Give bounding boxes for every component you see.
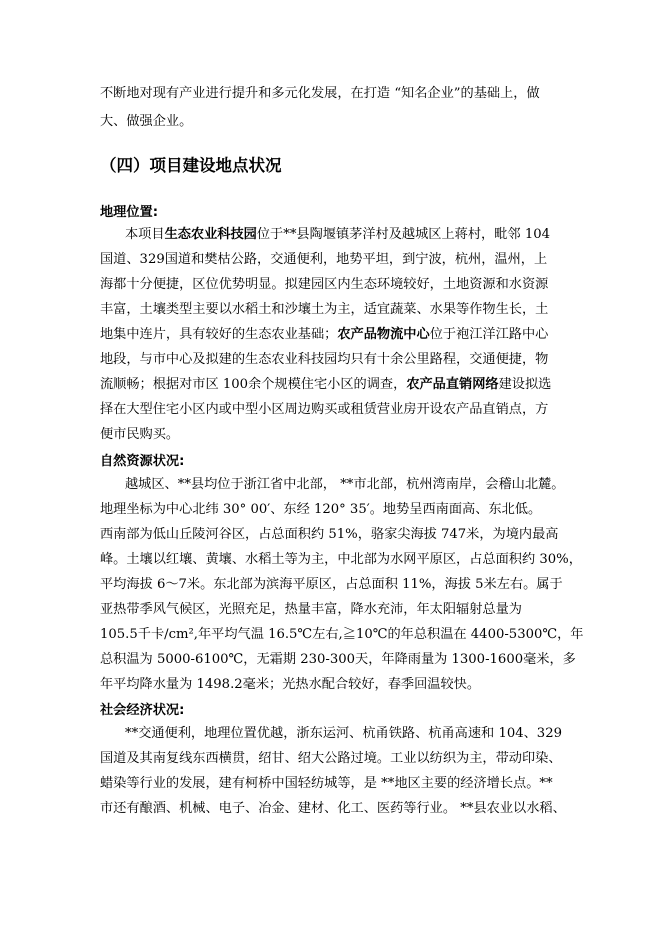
geo-line-5a: 地集中连片，具有较好的生态农业基础； <box>100 327 338 342</box>
nature-line-9: 年平均降水量为 1498.2毫米；光热水配合较好，春季回温较快。 <box>100 677 481 692</box>
geo-line-7 <box>100 374 551 396</box>
geo-line-7c: 建设拟选 <box>498 377 552 392</box>
section-heading: （四）项目建设地点状况 <box>100 156 282 175</box>
geo-line-3: 海都十分便捷，区位优势明显。拟建园区内生态环境较好，土地资源和水资源 <box>100 277 549 292</box>
economy-line-2: 国道及其南复线东西横贯，绍甘、绍大公路过境。工业以纺织为主，带动印染、 <box>100 751 562 766</box>
geo-line-7a: 流顺畅；根据对市区 100余个规模住宅小区的调查， <box>100 377 407 392</box>
nature-line-4: 峰。土壤以红壤、黄壤、水稻土等为主，中北部为水网平原区，占总面积约 30%， <box>100 552 582 567</box>
nature-line-1: 越城区、**县均位于浙江省中北部， **市北部，杭州湾南岸，会稽山北麓。 <box>125 477 565 492</box>
geo-line-9: 便市民购买。 <box>100 427 180 442</box>
geo-highlight-park: 生态农业科技园 <box>164 227 257 242</box>
nature-line-5: 平均海拔 6～7米。东北部为滨海平原区，占总面积 11%，海拔 5米左右。属于 <box>100 577 563 592</box>
nature-line-3: 西南部为低山丘陵河谷区，占总面积约 51%，骆家尖海拔 747米，为境内最高 <box>100 527 559 542</box>
geo-line-8: 择在大型住宅小区内或中型小区周边购买或租赁营业房开设农产品直销点，方 <box>100 402 549 417</box>
nature-line-8: 总积温为 5000-6100℃，无霜期 230-300天，年降雨量为 1300-1600毫米，多 <box>100 652 576 667</box>
intro-line-1: 不断地对现有产业进行提升和多元化发展，在打造 “知名企业”的基础上，做 <box>100 86 540 101</box>
geo-line-1 <box>125 224 550 246</box>
geo-highlight-direct-sales: 农产品直销网络 <box>406 377 499 392</box>
intro-line-2: 大、做强企业。 <box>100 114 193 129</box>
geo-line-1c: 位于**县陶堰镇茅洋村及越城区上蒋村，毗邻 104 <box>256 227 550 242</box>
economy-line-1: **交通便利，地理位置优越，浙东运河、杭甬铁路、杭甬高速和 104、329 <box>125 726 562 741</box>
geo-line-1a: 本项目 <box>125 227 165 242</box>
geo-title: 地理位置: <box>100 205 159 220</box>
nature-line-2: 地理坐标为中心北纬 30° 00′、东经 120° 35′。地势呈西南面高、东北低。 <box>100 502 542 517</box>
nature-line-6: 亚热带季风气候区，光照充足，热量丰富，降水充沛，年太阳辐射总量为 <box>100 602 522 617</box>
nature-title: 自然资源状况: <box>100 454 185 469</box>
economy-title: 社会经济状况: <box>100 703 185 718</box>
geo-line-2: 国道、329国道和樊枯公路，交通便利，地势平坦，到宁波，杭州，温州，上 <box>100 252 548 267</box>
nature-line-7: 105.5千卡/cm²,年平均气温 16.5℃左右,≧10℃的年总积温在 4400-5300℃，年 <box>100 627 584 642</box>
geo-highlight-logistics: 农产品物流中心 <box>337 327 430 342</box>
geo-line-5c: 位于袍江洋江路中心 <box>429 327 549 342</box>
geo-line-6: 地段，与市中心及拟建的生态农业科技园均只有十余公里路程，交通便捷，物 <box>100 352 549 367</box>
geo-line-5 <box>100 324 548 346</box>
geo-line-4: 丰富，土壤类型主要以水稻土和沙壤土为主，适宜蔬菜、水果等作物生长，土 <box>100 302 549 317</box>
economy-line-4: 市还有酿酒、机械、电子、冶金、建材、化工、医药等行业。 **县农业以水稻、 <box>100 801 566 816</box>
economy-line-3: 蜡染等行业的发展，建有柯桥中国轻纺城等，是 **地区主要的经济增长点。** <box>100 776 553 791</box>
